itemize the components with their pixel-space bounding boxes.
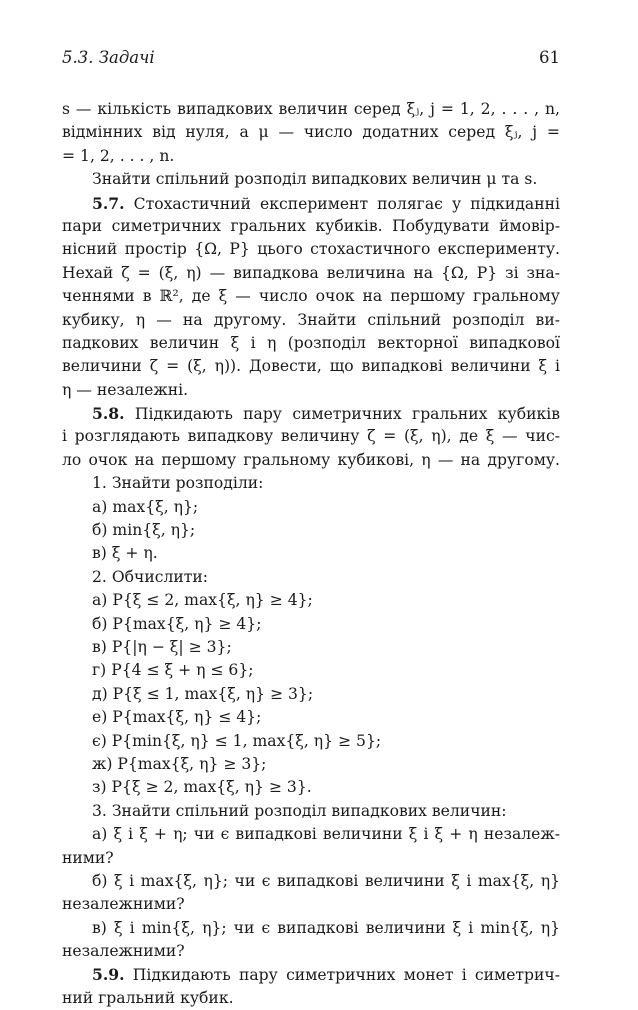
line-text: в) ξ і min{ξ, η}; чи є випадкові величини ξ і min{ξ, η}: [92, 918, 560, 937]
page-body: [62, 98, 560, 1010]
text-line: [62, 121, 560, 144]
text-line: [62, 542, 560, 565]
text-line: [62, 823, 560, 846]
text-line: [62, 355, 560, 378]
text-line: [62, 706, 560, 729]
line-text: б) ξ і max{ξ, η}; чи є випадкові величини ξ і max{ξ, η}: [92, 871, 560, 890]
line-text: з) P{ξ ≥ 2, max{ξ, η} ≥ 3}.: [92, 778, 312, 797]
text-line: [62, 98, 560, 121]
line-text: ченнями в ℝ², де ξ — число очок на першому гральному: [62, 287, 560, 306]
line-text: 3. Знайти спільний розподіл випадкових величин:: [92, 801, 507, 820]
running-header: [62, 48, 560, 78]
line-text: падкових величин ξ і η (розподіл векторної випадкової: [62, 333, 560, 352]
text-line: [62, 519, 560, 542]
line-text: незалежними?: [62, 895, 185, 914]
text-line: [62, 776, 560, 799]
page-number: 61: [539, 48, 560, 67]
text-line: [62, 659, 560, 682]
text-line: [62, 145, 560, 168]
text-line: [62, 917, 560, 940]
line-text: незалежними?: [62, 942, 185, 961]
line-text: а) max{ξ, η};: [92, 497, 199, 516]
text-line: [62, 566, 560, 589]
text-line: [62, 613, 560, 636]
text-line: [62, 285, 560, 308]
text-line: [62, 847, 560, 870]
text-line: [62, 753, 560, 776]
text-line: [62, 730, 560, 753]
line-text: величини ζ = (ξ, η)). Довести, що випадкові величини ξ і: [62, 357, 560, 376]
text-line: [62, 192, 560, 215]
text-line: [62, 683, 560, 706]
text-line: [62, 496, 560, 519]
text-line: [62, 636, 560, 659]
line-text: б) min{ξ, η};: [92, 521, 196, 540]
text-line: [62, 800, 560, 823]
text-line: [62, 168, 560, 191]
line-text: 1. Знайти розподіли:: [92, 474, 264, 493]
text-line: [62, 379, 560, 402]
line-text: ло очок на першому гральному кубикові, η — на другому.: [62, 450, 560, 469]
text-line: [62, 262, 560, 285]
line-text: ний гральний кубик.: [62, 988, 234, 1007]
line-text: η — незалежні.: [62, 380, 189, 399]
page: [62, 48, 560, 1010]
line-text: а) P{ξ ≤ 2, max{ξ, η} ≥ 4};: [92, 591, 313, 610]
problem-number: 5.8.: [92, 404, 125, 424]
problem-number: 5.9.: [92, 965, 125, 985]
line-text: Підкидають пару симетричних монет і симетрич-: [124, 966, 560, 985]
section-title: 5.3. Задачі: [62, 48, 155, 67]
text-line: [62, 589, 560, 612]
line-text: нісний простір {Ω, P} цього стохастичного експерименту.: [62, 240, 560, 259]
line-text: г) P{4 ≤ ξ + η ≤ 6};: [92, 661, 254, 680]
line-text: 2. Обчислити:: [92, 567, 209, 586]
text-line: [62, 472, 560, 495]
line-text: д) P{ξ ≤ 1, max{ξ, η} ≥ 3};: [92, 684, 314, 703]
text-line: [62, 963, 560, 986]
text-line: [62, 449, 560, 472]
text-line: [62, 940, 560, 963]
text-line: [62, 215, 560, 238]
line-text: е) P{max{ξ, η} ≤ 4};: [92, 708, 262, 727]
problem-number: 5.7.: [92, 193, 125, 213]
line-text: в) P{|η − ξ| ≥ 3};: [92, 637, 232, 656]
line-text: Знайти спільний розподіл випадкових величин μ та s.: [92, 170, 538, 189]
text-line: [62, 332, 560, 355]
text-line: [62, 893, 560, 916]
text-line: [62, 402, 560, 425]
line-text: Нехай ζ = (ξ, η) — випадкова величина на {Ω, P} зі зна-: [62, 263, 560, 282]
line-text: і розглядають випадкову величину ζ = (ξ, η), де ξ — чис-: [62, 427, 560, 446]
text-line: [62, 987, 560, 1010]
text-line: [62, 425, 560, 448]
line-text: = 1, 2, . . . , n.: [62, 146, 175, 165]
line-text: кубику, η — на другому. Знайти спільний розподіл ви-: [62, 310, 560, 329]
line-text: ж) P{max{ξ, η} ≥ 3};: [92, 754, 267, 773]
text-line: [62, 870, 560, 893]
line-text: а) ξ і ξ + η; чи є випадкові величини ξ і ξ + η незалеж-: [92, 825, 560, 844]
line-text: Підкидають пару симетричних гральних кубиків: [124, 405, 560, 424]
line-text: відмінних від нуля, а μ — число додатних серед ξⱼ, j =: [62, 123, 560, 142]
text-line: [62, 309, 560, 332]
line-text: ними?: [62, 848, 114, 867]
line-text: пари симетричних гральних кубиків. Побудувати ймовір-: [62, 216, 560, 235]
line-text: Стохастичний експеримент полягає у підкиданні: [124, 194, 560, 213]
text-line: [62, 238, 560, 261]
line-text: є) P{min{ξ, η} ≤ 1, max{ξ, η} ≥ 5};: [92, 731, 382, 750]
line-text: б) P{max{ξ, η} ≥ 4};: [92, 614, 262, 633]
line-text: в) ξ + η.: [92, 544, 158, 563]
line-text: s — кількість випадкових величин серед ξⱼ, j = 1, 2, . . . , n,: [62, 100, 560, 118]
